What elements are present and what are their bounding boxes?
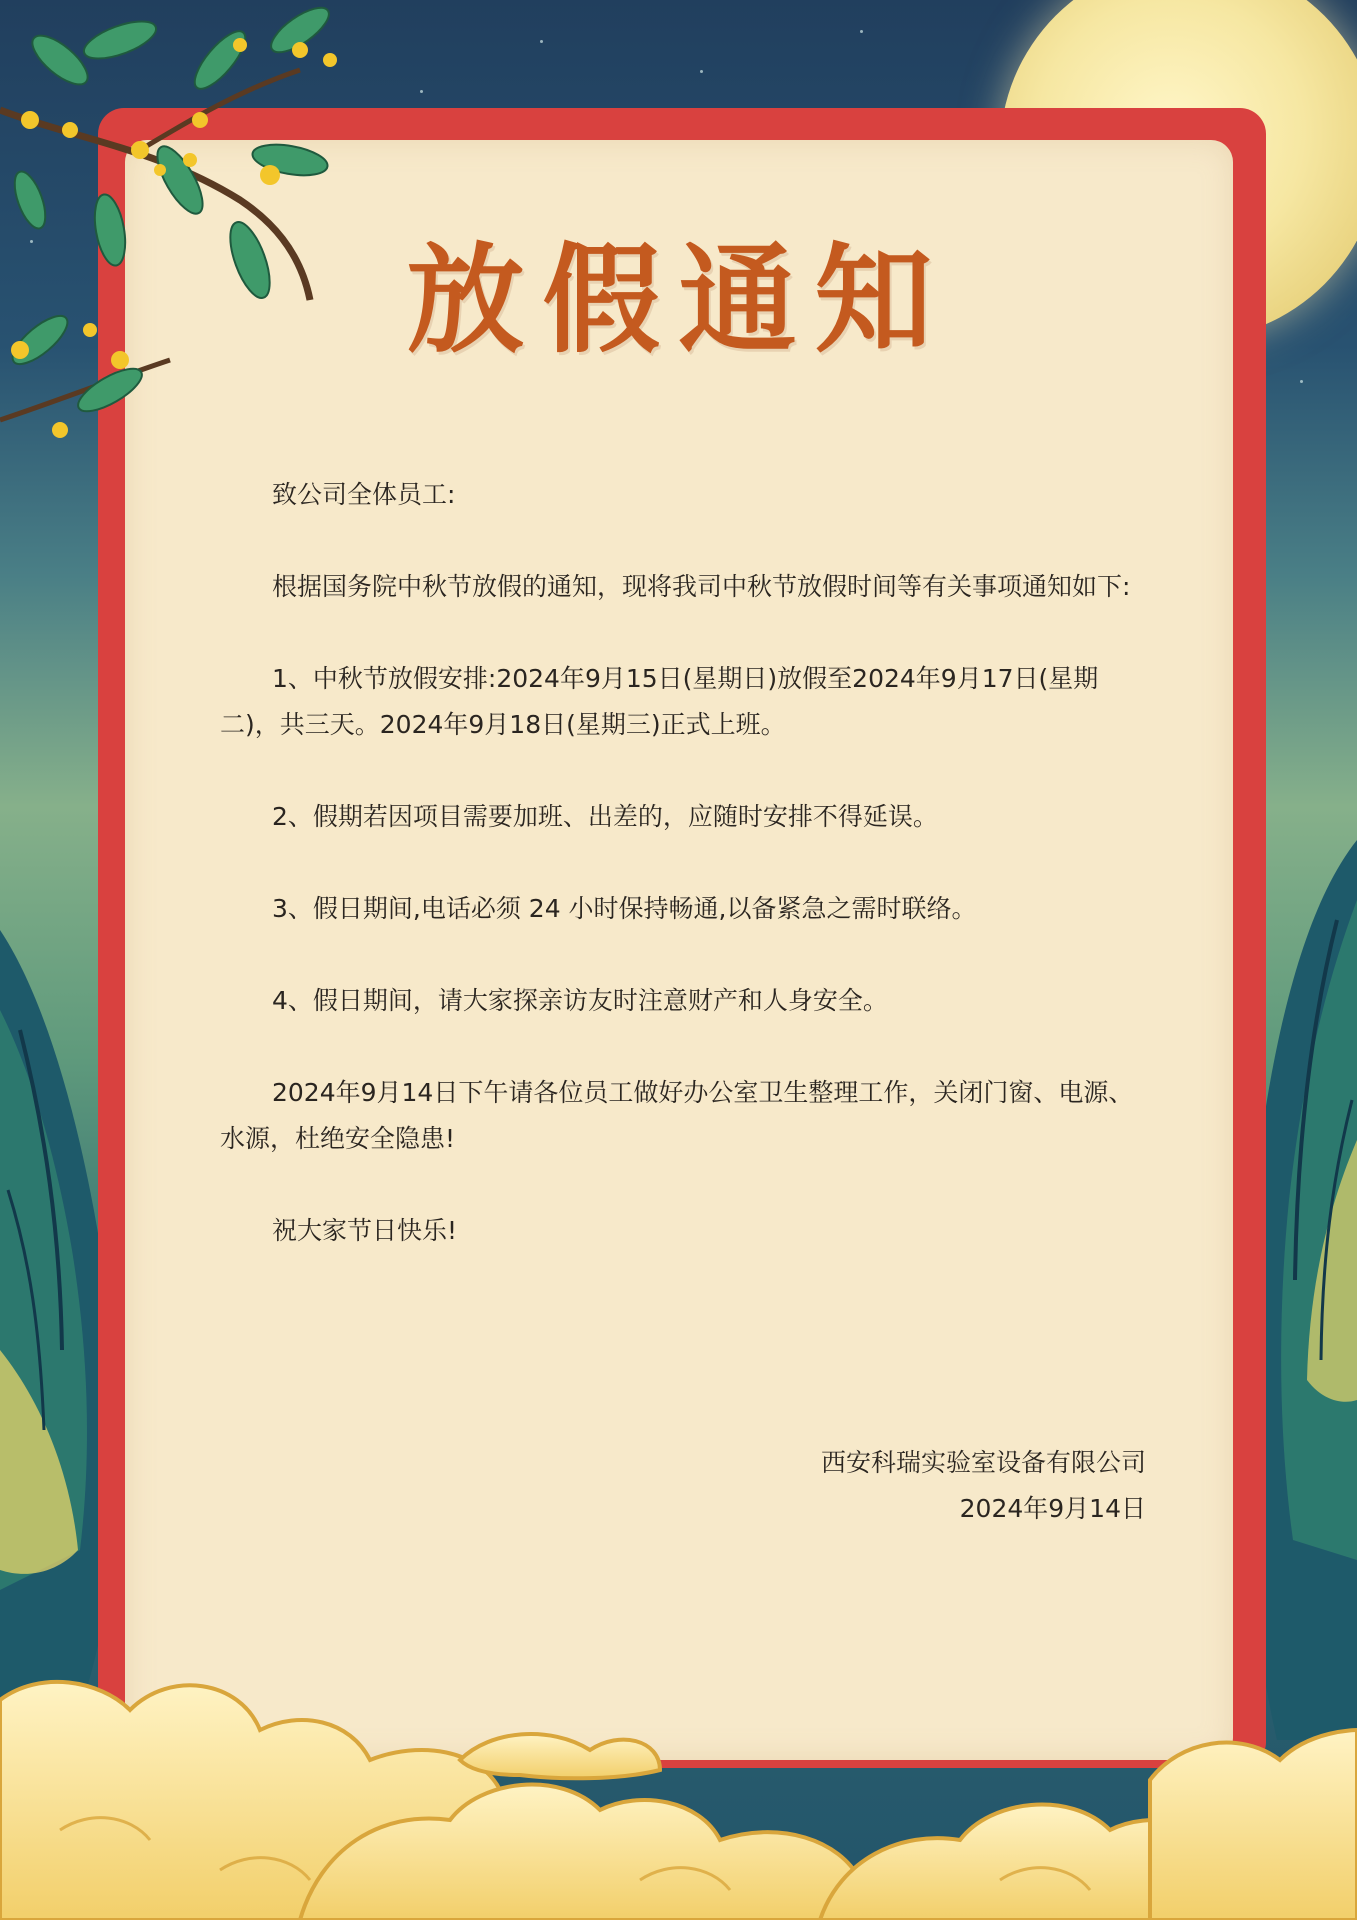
signature-block (821, 1440, 1146, 1532)
paragraph-cleanup: 2024年9月14日下午请各位员工做好办公室卫生整理工作，关闭门窗、电源、水源，杜绝安全隐患! (220, 1078, 1134, 1153)
paragraph-item-3: 3、假日期间,电话必须 24 小时保持畅通,以备紧急之需时联络。 (272, 894, 977, 923)
paragraph-item-4: 4、假日期间，请大家探亲访友时注意财产和人身安全。 (272, 986, 888, 1015)
paragraph-item-2: 2、假期若因项目需要加班、出差的，应随时安排不得延误。 (272, 802, 938, 831)
page-title: 放假通知 (406, 230, 951, 369)
star (700, 70, 703, 73)
star (540, 40, 543, 43)
paragraph-wishes: 祝大家节日快乐! (272, 1216, 458, 1245)
paragraph-intro: 根据国务院中秋节放假的通知，现将我司中秋节放假时间等有关事项通知如下: (272, 572, 1131, 601)
star (1300, 380, 1303, 383)
star (860, 30, 863, 33)
signature-date: 2024年9月14日 (959, 1494, 1146, 1523)
star (420, 90, 423, 93)
notice-body (220, 472, 1135, 1300)
bottom-clouds (0, 1630, 1357, 1920)
paragraph-item-1: 1、中秋节放假安排:2024年9月15日(星期日)放假至2024年9月17日(星期二)，共三天。2024年9月18日(星期三)正式上班。 (220, 664, 1099, 739)
company-name: 西安科瑞实验室设备有限公司 (820, 1448, 1146, 1477)
salutation: 致公司全体员工: (272, 480, 456, 509)
